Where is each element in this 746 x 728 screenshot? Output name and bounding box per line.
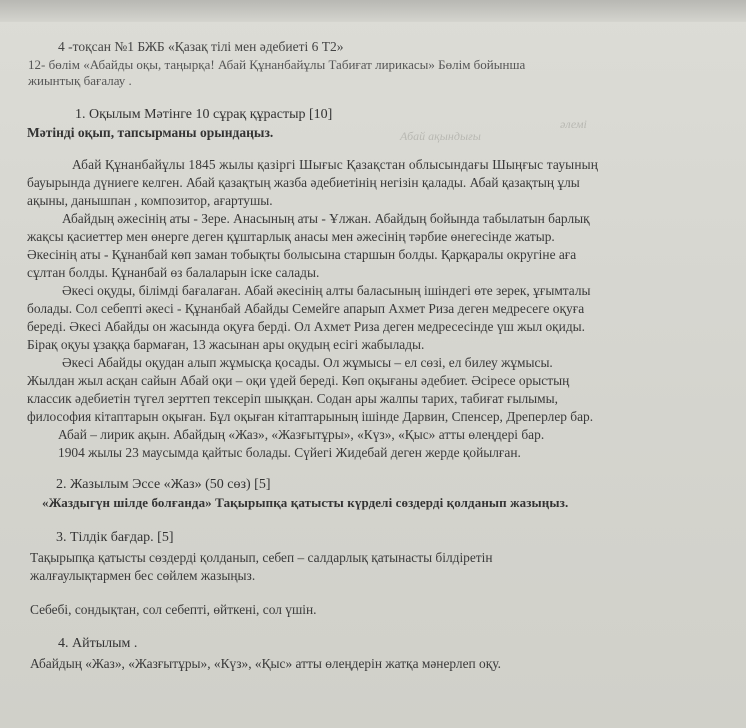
reading-text-line: береді. Әкесі Абайды он жасында оқуға берді. Ол Ахмет Риза деген медресесінде үш жыл оқиды.: [27, 319, 585, 334]
task-1-title: 1. Оқылым Мәтінге 10 сұрақ құрастыр [10]: [75, 107, 333, 122]
reading-text-line: сұлтан болды. Құнанбай өз балаларын іске салады.: [27, 265, 320, 280]
reading-text-line: жақсы қасиеттер мен өнерге деген құштарлық анасы мен әжесінің тәрбие өнегесінде жатыр.: [27, 229, 555, 244]
task-2-instruction: «Жаздыгүн шілде болғанда» Тақырыпқа қатысты күрделі сөздерді қолданып жазыңыз.: [42, 495, 569, 510]
reading-text-line: Әкесі Абайды оқудан алып жұмысқа қосады. Ол жұмысы – ел сөзі, ел билеу жұмысы.: [62, 355, 553, 370]
worksheet-header: 4 -тоқсан №1 БЖБ «Қазақ тілі мен әдебиеті 6 Т2»: [58, 39, 344, 54]
reading-text-line: 1904 жылы 23 маусымда қайтыс болады. Сүйегі Жидебай деген жерде қойылған.: [58, 445, 521, 460]
reading-text-line: Абай Құнанбайұлы 1845 жылы қазіргі Шығыс Қазақстан облысындағы Шыңғыс тауының: [72, 157, 599, 172]
task-4-title: 4. Айтылым .: [58, 636, 138, 651]
reading-text-line: бауырында дүниеге келген. Абай қазақтың жазба әдебиетінің негізін қалады. Абай қазақтың ұлы: [27, 175, 580, 190]
reading-text-line: Әкесі оқуды, білімді бағалаған. Абай әкесінің алты баласының ішіндегі өте зерек, ұғымталы: [62, 283, 591, 298]
task-3-title: 3. Тілдік бағдар. [5]: [56, 530, 174, 545]
section-title: 12- бөлім «Абайды оқы, таңырқа! Абай Құнанбайұлы Табиғат лирикасы» Бөлім бойынша: [28, 57, 526, 72]
reading-text-line: Әкесінің аты - Құнанбай көп заман тобықты болысына старшын болды. Қарқаралы округіне аға: [27, 247, 577, 262]
connective-words: Себебі, сондықтан, сол себепті, өйткені, сол үшін.: [30, 602, 317, 617]
task-4-instruction: Абайдың «Жаз», «Жазғытұры», «Күз», «Қыс» атты өлеңдерін жатқа мәнерлеп оқу.: [30, 656, 501, 671]
reading-text-line: Жылдан жыл асқан сайын Абай оқи – оқи үдей береді. Көп оқығаны әдебиет. Әсіресе орыстың: [27, 373, 570, 388]
reading-text-line: классик әдебиетін түгел зерттеп тексеріп шыққан. Содан ары жалпы тарих, табиғат ғылымы,: [27, 391, 558, 406]
reading-text-line: болады. Сол себепті әкесі - Құнанбай Абайды Семейге апарып Ахмет Риза деген медресеге оқуға: [27, 301, 585, 316]
reading-text-line: Абай – лирик ақын. Абайдың «Жаз», «Жазғытұры», «Күз», «Қыс» атты өлеңдері бар.: [58, 427, 545, 442]
reading-text-line: Бірақ оқуы ұзаққа бармаған, 13 жасынан ары оқудың есігі жабылады.: [27, 337, 425, 352]
task-2-title: 2. Жазылым Эссе «Жаз» (50 сөз) [5]: [56, 477, 271, 492]
reading-text-line: ақыны, данышпан , композитор, ағартушы.: [27, 193, 273, 208]
reading-text-line: философия кітаптарын оқыған. Бұл оқыған кітаптарының ішінде Дарвин, Спенсер, Дреперлер бар.: [27, 409, 594, 424]
reading-text-line: Абайдың әжесінің аты - Зере. Анасының аты - Ұлжан. Абайдың бойында табылатын барлық: [62, 211, 590, 226]
page-top-edge: [0, 0, 746, 22]
task-3-instruction-continued: жалғаулықтармен бес сөйлем жазыңыз.: [30, 568, 256, 583]
bleed-through-mark: Абай ақындығы: [400, 129, 481, 143]
bleed-through-mark: әлемі: [560, 117, 587, 131]
section-title-continued: жиынтық бағалау .: [28, 73, 132, 88]
task-3-instruction: Тақырыпқа қатысты сөздерді қолданып, себеп – салдарлық қатынасты білдіретін: [30, 550, 493, 565]
task-1-instruction: Мәтінді оқып, тапсырманы орындаңыз.: [27, 125, 274, 140]
